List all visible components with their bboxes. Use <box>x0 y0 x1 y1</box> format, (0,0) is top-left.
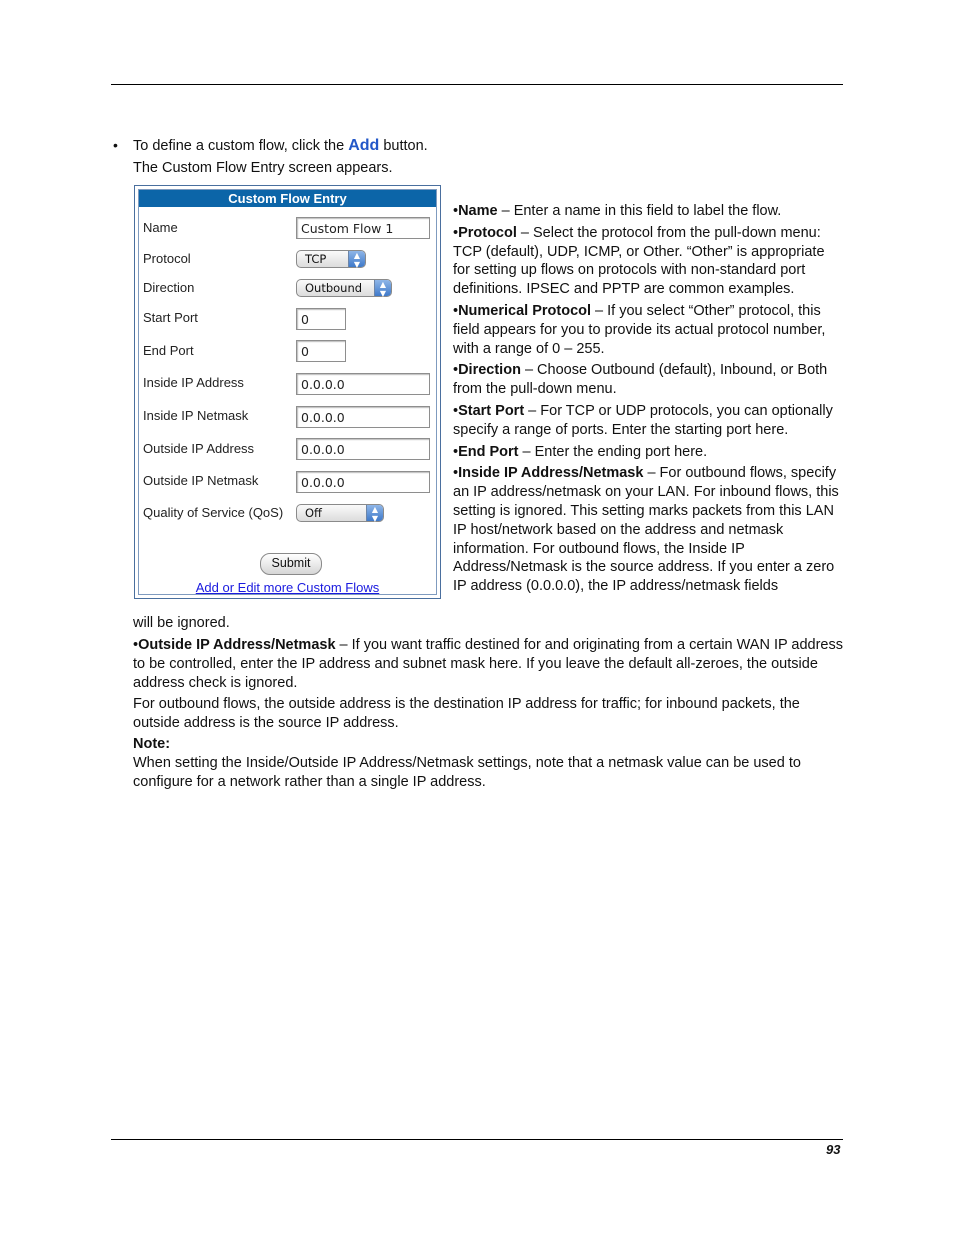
intro-appears-text: The Custom Flow Entry screen appears. <box>133 160 393 176</box>
bullet: • <box>453 465 459 482</box>
bullet: • <box>453 402 459 419</box>
name-input[interactable]: Custom Flow 1 <box>296 217 430 239</box>
submit-button[interactable]: Submit <box>260 553 322 575</box>
panel-title: Custom Flow Entry <box>139 190 436 207</box>
desc-term: Direction <box>458 362 521 379</box>
qos-select-value: Off <box>305 506 322 520</box>
desc-text: – If you select “Other” protocol, this field appears for you to provide its actual protocol number, with a range of 0 – 255. <box>453 302 826 357</box>
bullet: • <box>453 203 459 219</box>
add-edit-custom-flows-link[interactable]: Add or Edit more Custom Flows <box>195 580 380 595</box>
desc-text: – For TCP or UDP protocols, you can optionally specify a range of ports. Enter the starting port here. <box>453 402 833 438</box>
direction-select[interactable] <box>296 279 392 297</box>
bullet: • <box>133 637 139 653</box>
intro-instruction <box>133 136 428 156</box>
name-label: Name <box>143 220 178 235</box>
custom-flow-entry-panel <box>134 185 441 599</box>
inside-ip-input[interactable]: 0.0.0.0 <box>296 373 430 395</box>
start-port-label: Start Port <box>143 310 198 325</box>
footer-rule <box>111 1139 843 1140</box>
desc-term: Name <box>458 203 498 219</box>
end-port-input[interactable]: 0 <box>296 340 346 362</box>
desc-text: – Enter the ending port here. <box>518 443 708 460</box>
outside-ip-label: Outside IP Address <box>143 441 255 456</box>
desc-text: – Select the protocol from the pull-down menu: TCP (default), UDP, ICMP, or Other. “Other” is appropriate for setting up flows on protocols with non-standard port definitions. IPSEC and PPTP are common examples. <box>453 224 825 298</box>
direction-label: Direction <box>143 280 195 295</box>
protocol-select-value: TCP <box>305 252 327 266</box>
add-button-reference[interactable]: Add <box>348 137 380 154</box>
field-descriptions <box>453 202 845 599</box>
bullet: • <box>453 362 459 379</box>
desc-start-port <box>453 402 845 440</box>
desc-term: Inside IP Address/Netmask <box>458 465 644 482</box>
desc-text: – If you want traffic destined for and originating from a certain WAN IP address to be controlled, enter the IP address and subnet mask here. If you leave the default all-zeroes, the outside address check is ignored. <box>133 637 844 691</box>
inside-netmask-label: Inside IP Netmask <box>143 408 249 423</box>
desc-end-port <box>453 443 845 462</box>
direction-select-value: Outbound <box>305 281 363 295</box>
desc-outside-ip <box>133 636 845 693</box>
outside-netmask-label: Outside IP Netmask <box>143 473 259 488</box>
inside-ip-label: Inside IP Address <box>143 375 244 390</box>
end-port-label: End Port <box>143 343 194 358</box>
desc-term: Outside IP Address/Netmask <box>138 637 336 653</box>
desc-term: Protocol <box>458 224 517 241</box>
note-text: When setting the Inside/Outside IP Address/Netmask settings, note that a netmask value can be used to configure for a network rather than a single IP address. <box>133 755 801 790</box>
inside-ip-continuation: will be ignored. <box>133 615 230 631</box>
desc-term: Numerical Protocol <box>458 302 592 319</box>
bullet: • <box>453 224 459 241</box>
desc-numerical-protocol <box>453 302 845 358</box>
desc-direction <box>453 361 845 399</box>
inside-netmask-input[interactable]: 0.0.0.0 <box>296 406 430 428</box>
desc-text: – For outbound flows, specify an IP address/netmask on your LAN. For inbound flows, this setting is ignored. This setting marks packets from this LAN IP host/network based on the address and netmask information. For outbound flows, the Inside IP Address/Netmask is the source address. If you enter a zero IP address (0.0.0.0), the IP address/netmask fields <box>453 465 839 595</box>
note-label: Note: <box>133 736 171 752</box>
outside-netmask-input[interactable]: 0.0.0.0 <box>296 471 430 493</box>
outside-ip-input[interactable]: 0.0.0.0 <box>296 438 430 460</box>
desc-name <box>453 202 845 221</box>
desc-term: End Port <box>458 443 519 460</box>
desc-term: Start Port <box>458 402 525 419</box>
bullet: • <box>453 302 459 319</box>
intro-post-text: button. <box>379 138 428 154</box>
desc-text: – Choose Outbound (default), Inbound, or Both from the pull-down menu. <box>453 362 828 398</box>
qos-label: Quality of Service (QoS) <box>143 505 284 520</box>
desc-inside-ip <box>453 464 845 596</box>
desc-protocol <box>453 224 845 299</box>
start-port-input[interactable]: 0 <box>296 308 346 330</box>
header-rule <box>111 84 843 85</box>
select-arrows-icon: ▲ ▼ <box>348 251 365 267</box>
protocol-label: Protocol <box>143 251 191 266</box>
qos-select[interactable] <box>296 504 384 522</box>
page-number: 93 <box>826 1142 841 1157</box>
outbound-paragraph: For outbound flows, the outside address is the destination IP address for traffic; for inbound packets, the outside address is the source IP address. <box>133 696 800 731</box>
select-arrows-icon: ▲ ▼ <box>374 280 391 296</box>
desc-text: – Enter a name in this field to label the flow. <box>497 203 782 219</box>
intro-pre-text: To define a custom flow, click the <box>133 138 349 154</box>
select-arrows-icon: ▲ ▼ <box>366 505 383 521</box>
bullet: • <box>453 443 459 460</box>
bullet-point: • <box>113 137 118 153</box>
panel-inner-frame <box>138 189 437 595</box>
protocol-select[interactable] <box>296 250 366 268</box>
